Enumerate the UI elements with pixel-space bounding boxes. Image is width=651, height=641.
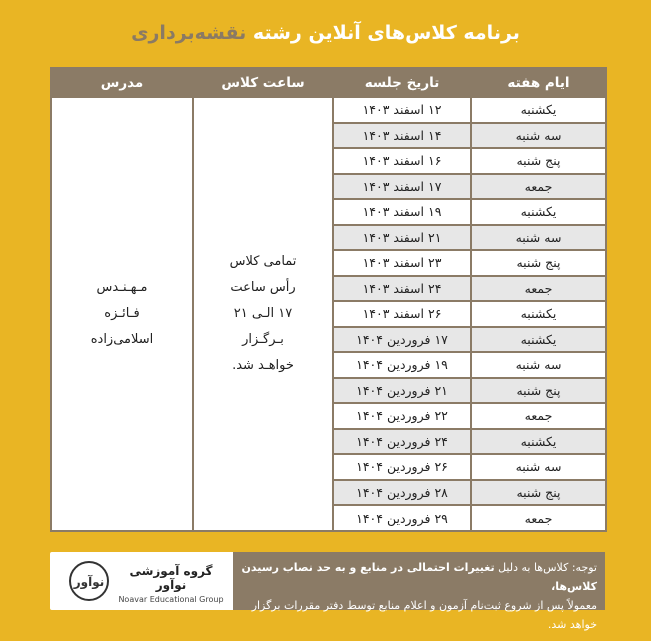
- cell-day: سه شنبه: [471, 123, 606, 149]
- noavar-logo-icon: [68, 560, 110, 602]
- cell-date: ۲۳ اسفند ۱۴۰۳: [333, 250, 471, 276]
- logo-block: [50, 552, 233, 610]
- header-date: تاریخ جلسه: [333, 68, 471, 97]
- note-label: توجه:: [571, 561, 597, 574]
- cell-day: سه شنبه: [471, 454, 606, 480]
- cell-day: سه شنبه: [471, 225, 606, 251]
- cell-date: ۲۶ اسفند ۱۴۰۳: [333, 301, 471, 327]
- header-teacher: مدرس: [51, 68, 193, 97]
- cell-date: ۲۱ فروردین ۱۴۰۴: [333, 378, 471, 404]
- class-time-line: ۱۷ الـی ۲۱: [233, 306, 293, 321]
- cell-day: یکشنبه: [471, 301, 606, 327]
- cell-day: یکشنبه: [471, 429, 606, 455]
- teacher-line: فـائـزه: [104, 306, 140, 321]
- cell-day: پنج شنبه: [471, 480, 606, 506]
- cell-date: ۱۲ اسفند ۱۴۰۳: [333, 97, 471, 123]
- logo-name-en: Noavar Educational Group: [118, 595, 224, 604]
- cell-class-time: [193, 97, 333, 531]
- table-row: [51, 97, 606, 123]
- footer-panel: [50, 552, 605, 631]
- cell-day: جمعه: [471, 403, 606, 429]
- cell-date: ۲۹ فروردین ۱۴۰۴: [333, 505, 471, 531]
- cell-day: یکشنبه: [471, 327, 606, 353]
- cell-date: ۲۱ اسفند ۱۴۰۳: [333, 225, 471, 251]
- cell-day: پنج شنبه: [471, 378, 606, 404]
- title-highlight: نقشه‌برداری: [131, 22, 247, 44]
- class-time-line: بـرگـزار: [242, 332, 284, 347]
- cell-day: پنج شنبه: [471, 250, 606, 276]
- note-text1: کلاس‌ها به دلیل: [494, 561, 572, 574]
- cell-day: سه شنبه: [471, 352, 606, 378]
- cell-date: ۱۶ اسفند ۱۴۰۳: [333, 148, 471, 174]
- logo-text: [116, 564, 226, 604]
- cell-date: ۱۷ فروردین ۱۴۰۴: [333, 327, 471, 353]
- header-time: ساعت کلاس: [193, 68, 333, 97]
- class-time-line: رأس ساعت: [230, 280, 296, 295]
- schedule-table: [50, 67, 607, 532]
- note-text2: معمولاً پس از شروع ثبت‌نام آزمون و اعلام منابع توسط دفتر مقررات برگزار خواهد شد.: [251, 599, 597, 631]
- cell-date: ۲۸ فروردین ۱۴۰۴: [333, 480, 471, 506]
- title-prefix: برنامه کلاس‌های آنلاین رشته: [246, 22, 520, 44]
- teacher-line: اسلامی‌زاده: [90, 332, 154, 347]
- cell-date: ۲۶ فروردین ۱۴۰۴: [333, 454, 471, 480]
- cell-teacher: [51, 97, 193, 531]
- note-box: [233, 552, 605, 631]
- cell-day: جمعه: [471, 276, 606, 302]
- cell-date: ۲۲ فروردین ۱۴۰۴: [333, 403, 471, 429]
- class-time-line: خواهـد شد.: [232, 358, 294, 373]
- note-bold: تغییرات احتمالی در منابع و به حد نصاب رسیدن کلاس‌ها،: [241, 561, 597, 593]
- logo-name-fa: گروه آموزشی نوآور: [129, 564, 213, 592]
- cell-day: جمعه: [471, 505, 606, 531]
- page-title: [0, 22, 651, 44]
- cell-day: یکشنبه: [471, 97, 606, 123]
- teacher-line: مـهـنـدس: [96, 280, 148, 295]
- table-header-row: [51, 68, 606, 97]
- cell-date: ۱۴ اسفند ۱۴۰۳: [333, 123, 471, 149]
- schedule-body: [51, 97, 606, 531]
- header-day: ایام هفته: [471, 68, 606, 97]
- cell-day: پنج شنبه: [471, 148, 606, 174]
- cell-day: جمعه: [471, 174, 606, 200]
- cell-date: ۲۴ اسفند ۱۴۰۳: [333, 276, 471, 302]
- cell-day: یکشنبه: [471, 199, 606, 225]
- cell-date: ۲۴ فروردین ۱۴۰۴: [333, 429, 471, 455]
- cell-date: ۱۹ فروردین ۱۴۰۴: [333, 352, 471, 378]
- class-time-line: تمامی کلاس: [229, 254, 297, 269]
- cell-date: ۱۹ اسفند ۱۴۰۳: [333, 199, 471, 225]
- logo-mark-text: نوآور: [73, 575, 105, 589]
- cell-date: ۱۷ اسفند ۱۴۰۳: [333, 174, 471, 200]
